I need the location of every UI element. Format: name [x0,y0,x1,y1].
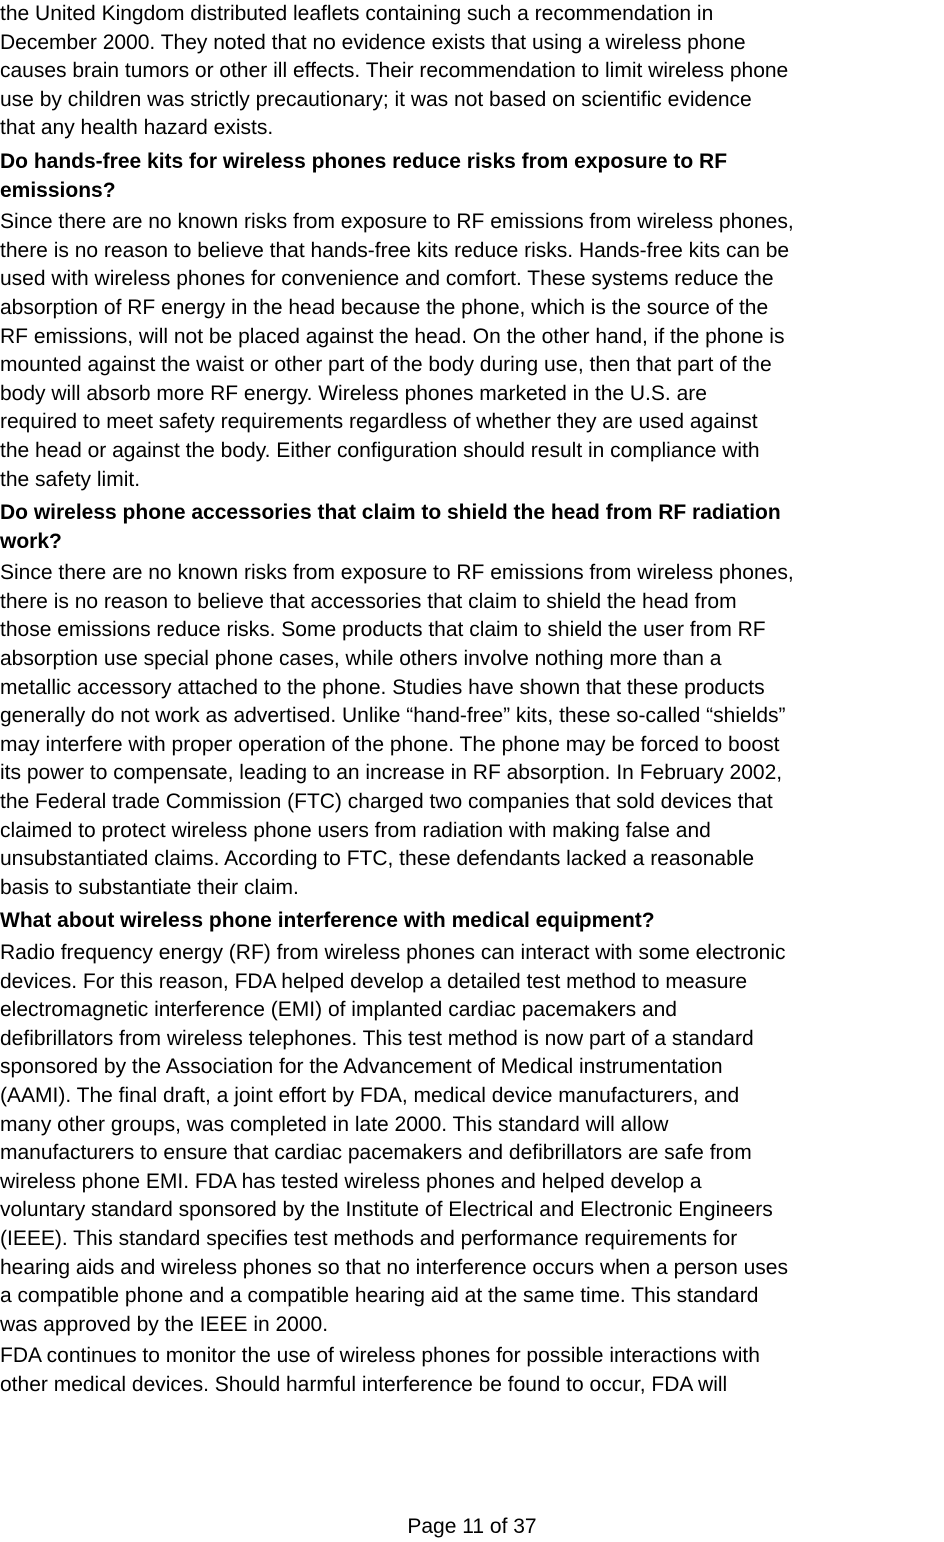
body-paragraph-medical-interference: Radio frequency energy (RF) from wireless phones can interact with some electronic devices. For this reason, FDA helped develop a detailed test method to measure electromagnetic interference (EMI) of implanted cardiac pacemakers and defibrillators from wireless telephones. This test method is now part of a standard sponsored by the Association for the Advancement of Medical instrumentation (AAMI). The final draft, a joint effort by FDA, medical device manufacturers, and many other groups, was completed in late 2000. This standard will allow manufacturers to ensure that cardiac pacemakers and defibrillators are safe from wireless phone EMI. FDA has tested wireless phones and helped develop a voluntary standard sponsored by the Institute of Electrical and Electronic Engineers (IEEE). This standard specifies test methods and performance requirements for hearing aids and wireless phones so that no interference occurs when a person uses a compatible phone and a compatible hearing aid at the same time. This standard was approved by the IEEE in 2000. [0,941,788,1336]
body-paragraph-fda-monitoring: FDA continues to monitor the use of wireless phones for possible interactions with other medical devices. Should harmful interference be found to occur, FDA will [0,1344,760,1396]
page-number-footer: Page 11 of 37 [407,1515,537,1538]
body-paragraph-uk-leaflets: the United Kingdom distributed leaflets containing such a recommendation in December 2000. They noted that no evidence exists that using a wireless phone causes brain tumors or other ill effects. Their recommendation to limit wireless phone use by children was strictly precautionary; it was not based on scientific evidence that any health hazard exists. [0,2,789,140]
heading-shield-accessories: Do wireless phone accessories that claim to shield the head from RF radiation work? [0,501,781,553]
heading-hands-free-kits: Do hands-free kits for wireless phones reduce risks from exposure to RF emissions? [0,149,728,202]
body-paragraph-hands-free-kits: Since there are no known risks from exposure to RF emissions from wireless phones, there is no reason to believe that hands-free kits reduce risks. Hands-free kits can be used with wireless phones for convenience and comfort. These systems reduce the absorption of RF energy in the head because the phone, which is the source of the RF emissions, will not be placed against the head. On the other hand, if the phone is mounted against the waist or other part of the body during use, then that part of the body will absorb more RF energy. Wireless phones marketed in the U.S. are required to meet safety requirements regardless of whether they are used against the head or against the body. Either configuration should result in compliance with the safety limit. [0,210,794,491]
body-paragraph-shield-accessories: Since there are no known risks from exposure to RF emissions from wireless phones, there is no reason to believe that accessories that claim to shield the head from those emissions reduce risks. Some products that claim to shield the user from RF absorption use special phone cases, while others involve nothing more than a metallic accessory attached to the phone. Studies have shown that these products generally do not work as advertised. Unlike “hand-free” kits, these so-called “shields” may interfere with proper operation of the phone. The phone may be forced to boost its power to compensate, leading to an increase in RF absorption. In February 2002, the Federal trade Commission (FTC) charged two companies that sold devices that claimed to protect wireless phone users from radiation with making false and unsubstantiated claims. According to FTC, these defendants lacked a reasonable basis to substantiate their claim. [0,561,794,899]
heading-medical-interference: What about wireless phone interference with medical equipment? [0,909,655,933]
